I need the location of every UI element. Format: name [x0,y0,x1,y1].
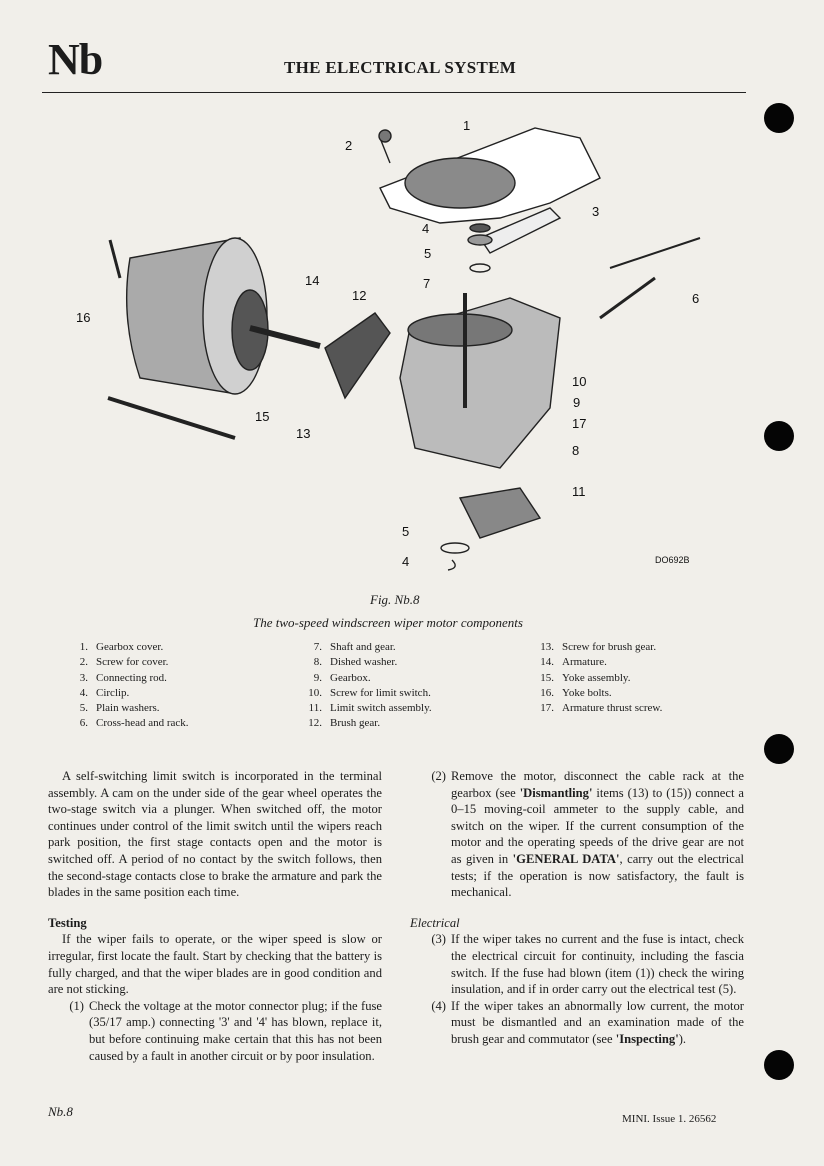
callout-16: 16 [76,310,91,325]
testing-paragraph: If the wiper fails to operate, or the wiper speed is slow or irregular, first locate the fault. Start by checking that the battery is fully charged, and that the wiper blades are in good condition and are not sticking. [48,932,382,997]
intro-paragraph: A self-switching limit switch is incorporated in the terminal assembly. A cam on the under side of the gear wheel operates the two-stage switch via a plunger. When switched off, the motor continues under control of the limit switch until the wipers reach park position, the first stage contacts open and the motor is switched off. A period of no contact by the switch follows, then the second-stage contacts close to brake the armature and park the blades in the same position each time. [48,769,382,900]
punch-hole [764,421,794,451]
callout-4-lower: 4 [402,554,410,569]
callout-11: 11 [572,484,586,499]
legend-item: 11. Limit switch assembly. [308,702,432,715]
callout-3: 3 [592,204,600,219]
callout-15: 15 [255,409,270,424]
legend-column-1 [66,640,189,732]
legend-item: 8. Dished washer. [313,656,398,669]
step-4: (4) If the wiper takes an abnormally low current, the motor must be dismantled and an examination made of the brush gear and commutator (see 'Inspecting'). [431,998,744,1046]
legend-item: 17. Armature thrust screw. [540,702,663,715]
callout-9: 9 [573,395,581,410]
electrical-heading: Electrical [410,915,460,930]
callout-17: 17 [572,416,587,431]
callout-12: 12 [352,288,367,303]
legend-column-2 [300,640,432,732]
section-code: Nb [48,35,103,84]
punch-hole [764,1050,794,1080]
legend-item: 1. Gearbox cover. [79,641,164,653]
step-3: (3) If the wiper takes no current and the fuse is intact, check the electrical circuit for continuity, including the fascia switch. If the fuse had blown (item (1)) check the wiring insulation, and if in order carry out the electrical test (5). [431,932,744,997]
callout-14: 14 [305,273,320,288]
punch-hole [764,103,794,133]
wiper-motor-illustration [76,108,720,578]
edition-note: MINI. Issue 1. 26562 [622,1113,717,1125]
figure-caption: The two-speed windscreen wiper motor components [253,615,523,630]
header-rule [42,92,746,93]
legend-item: 3. Connecting rod. [79,671,167,684]
callout-7: 7 [423,276,431,291]
legend-item: 16. Yoke bolts. [540,686,612,699]
callout-1: 1 [463,118,471,133]
callout-8: 8 [572,443,580,458]
legend-item: 14. Armature. [540,656,607,669]
step-2: (2) Remove the motor, disconnect the cable rack at the gearbox (see 'Dismantling' items (13) to (15)) connect a 0–15 moving-coil ammeter to the supply cable, and switch on the wiper. If the current consumption of the motor and the operating speeds of the drive gear are not as given in 'GENERAL DATA', carry out the electrical tests; if the operation is now satisfactory, the fault is mechanical. [431,769,744,900]
legend-item: 6. Cross-head and rack. [79,717,189,730]
callout-5-lower: 5 [402,524,410,539]
legend-item: 9. Gearbox. [313,671,371,684]
legend-item: 13. Screw for brush gear. [540,641,657,653]
step-1: (1) Check the voltage at the motor connector plug; if the fuse (35/17 amp.) connecting '3' and '4' has blown, replace it, but before continuing make certain that this has not been caused by a fault in another circuit or by poor insulation. [69,998,382,1063]
legend-item: 5. Plain washers. [79,702,160,715]
legend-item: 2. Screw for cover. [79,656,169,669]
page-title: THE ELECTRICAL SYSTEM [284,58,517,77]
figure-number: Fig. Nb.8 [370,592,420,607]
callout-10: 10 [572,374,587,389]
drawing-reference: DO692B [655,555,690,565]
testing-heading: Testing [48,915,87,930]
legend-item: 15. Yoke assembly. [540,671,631,684]
callout-5: 5 [424,246,432,261]
legend-column-3 [532,640,662,716]
right-column [410,768,744,1048]
legend-item: 10. Screw for limit switch. [308,686,431,699]
legend-item: 4. Circlip. [79,686,130,699]
callout-4: 4 [422,221,430,236]
callout-13: 13 [296,426,311,441]
punch-hole [764,734,794,764]
exploded-diagram [76,108,720,578]
legend-item: 7. Shaft and gear. [313,641,396,653]
callout-6: 6 [692,291,700,306]
left-column [48,768,382,1064]
page-number: Nb.8 [48,1104,73,1119]
legend-item: 12. Brush gear. [308,717,381,730]
callout-2: 2 [345,138,353,153]
